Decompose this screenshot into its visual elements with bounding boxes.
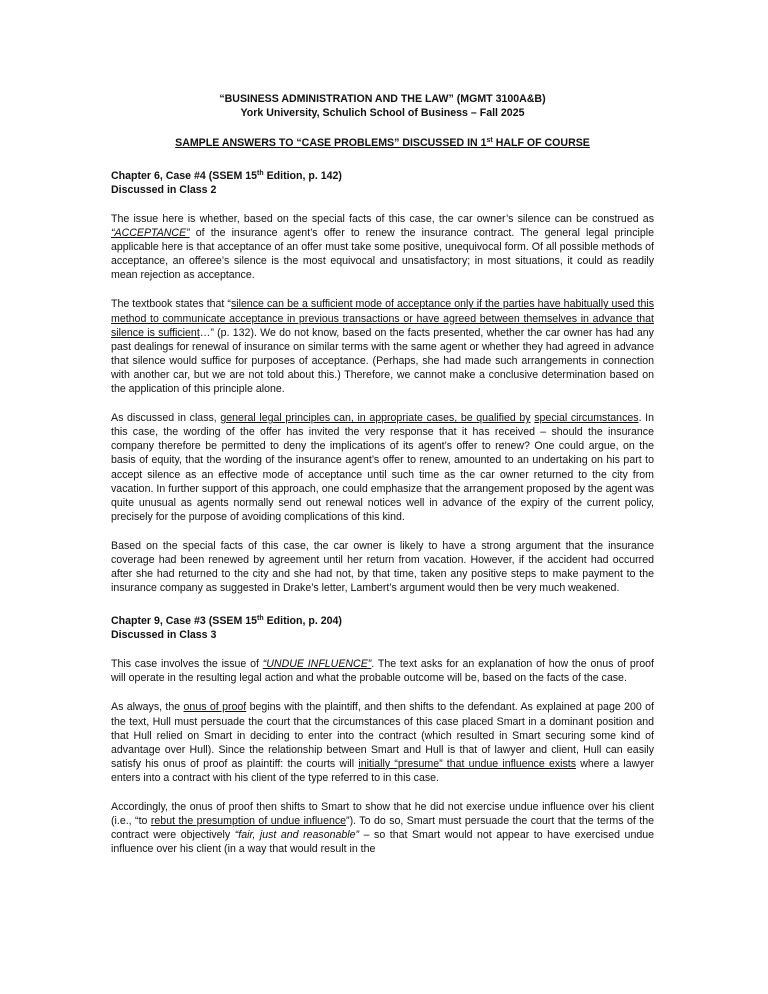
case1-paragraph-3: As discussed in class, general legal principles can, in appropriate cases, be qualified by special circumstances. In this case, the wording of the offer has invited the very response that it has received – should the insurance company therefore be permitted to deny the implications of its agent’s offer to renew? One could argue, on the basis of equity, that the wording of the insurance agent’s offer to renew, amounted to an undertaking on his part to accept silence as an effective mode of acceptance until such time as the car owner returned to the city from vacation. In further support of this approach, one could emphasize that the arrangement proposed by the agent was quite unusual as agents normally send out renewal notices well in advance of the expiry of the current policy, precisely for the purpose of avoiding complications of this kind. [111,412,654,523]
case2-paragraph-2: As always, the onus of proof begins with the plaintiff, and then shifts to the defendant. As explained at page 200 of the text, Hull must persuade the court that the circumstances of this case placed Smart in a dominant position and that Hull relied on Smart in deciding to enter into the contract (which resulted in Smart securing some kind of advantage over Hull). Since the relationship between Smart and Hull is that of lawyer and client, Hull can easily satisfy his onus of proof as plaintiff: the courts will initially “presume” that undue influence exists where a lawyer enters into a contract with his client of the type referred to in this case. [111,701,654,784]
case1-title: Chapter 6, Case #4 (SSEM 15th Edition, p. 142) [111,170,342,182]
case1-paragraph-2: The textbook states that “silence can be a sufficient mode of acceptance only if the parties have habitually used this method to communicate acceptance in previous transactions or have agreed between themselves in advance that silence is sufficient…” (p. 132). We do not know, based on the facts presented, whether the car owner has had any past dealings for renewal of insurance on similar terms with the same agent or whether they had agreed in advance that silence would suffice for purposes of acceptance. (Perhaps, she had made such arrangements in connection with another car, but we are not told about this.) Therefore, we cannot make a conclusive determination based on the application of this principle alone. [111,298,654,396]
case2-paragraph-3: Accordingly, the onus of proof then shifts to Smart to show that he did not exercise undue influence over his client (i.e., “to rebut the presumption of undue influence”). To do so, Smart must persuade the court that the terms of the contract were objectively “fair, just and reasonable” – so that Smart would not appear to have exercised undue influence over his client (in a way that would result in the [111,801,655,856]
case2-paragraph-1: This case involves the issue of “UNDUE INFLUENCE”. The text asks for an explanation of how the onus of proof will operate in the resulting legal action and what the probable outcome will be, based on the facts of the case. [111,658,654,685]
case1-paragraph-1: The issue here is whether, based on the special facts of this case, the car owner’s silence can be construed as “ACCEPTANCE” of the insurance agent’s offer to renew the insurance contract. The general legal principle applicable here is that acceptance of an offer must take some positive, unequivocal form. Of all possible methods of acceptance, an offeree’s silence is the most equivocal and unsatisfactory; in most situations, it could as readily mean rejection as acceptance. [111,213,654,282]
case2-class: Discussed in Class 3 [111,629,217,642]
course-title: “BUSINESS ADMINISTRATION AND THE LAW” (MGMT 3100A&B) [219,93,546,105]
case1-paragraph-4: Based on the special facts of this case, the car owner is likely to have a strong argument that the insurance coverage had been renewed by agreement until her return from vacation. However, if the accident had occurred after she had returned to the city and she had not, by that time, taken any positive steps to make payment to the insurance company as suggested in Drake’s letter, Lambert’s argument would then be very much weakened. [111,539,654,595]
school-line: York University, Schulich School of Business – Fall 2025 [240,107,525,119]
case2-title: Chapter 9, Case #3 (SSEM 15th Edition, p. 204) [111,615,342,628]
document-heading: SAMPLE ANSWERS TO “CASE PROBLEMS” DISCUSSED IN 1st HALF OF COURSE [175,137,590,149]
case1-class: Discussed in Class 2 [111,184,217,196]
